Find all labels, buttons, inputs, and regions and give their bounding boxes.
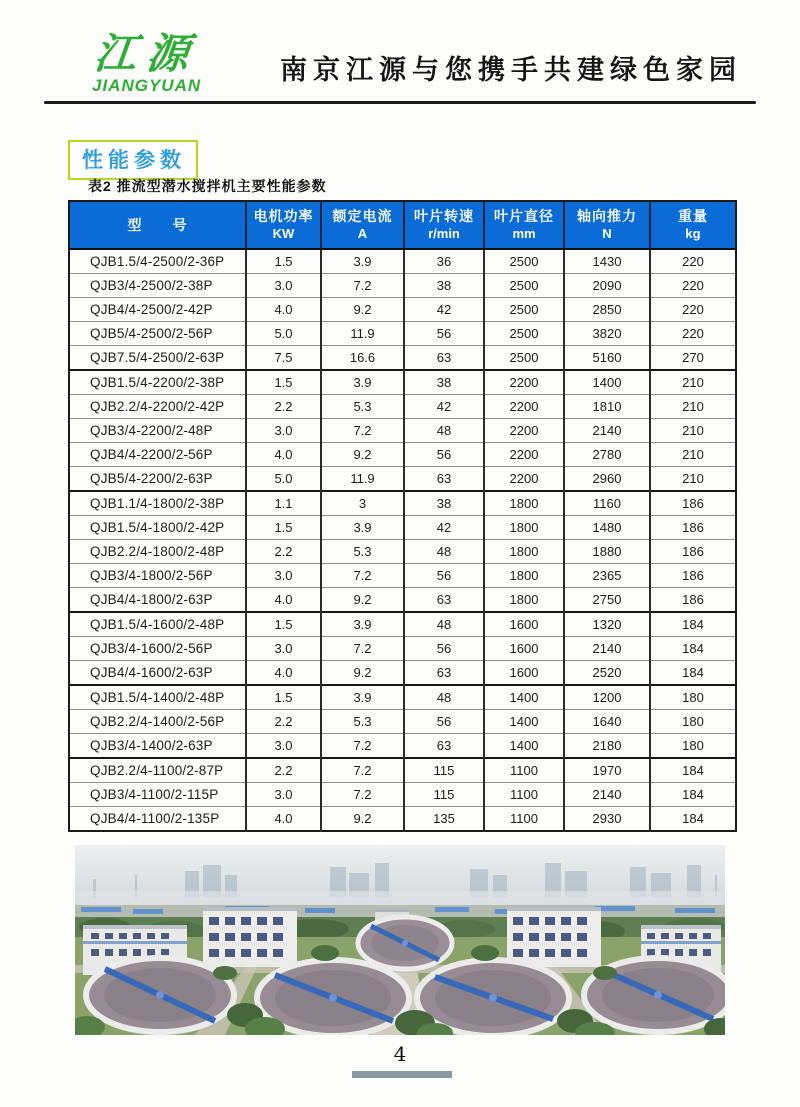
model-cell: QJB2.2/4-1100/2-87P	[69, 758, 246, 783]
value-cell: 56	[404, 637, 484, 661]
table-row	[69, 274, 736, 298]
table-row	[69, 637, 736, 661]
table-row	[69, 783, 736, 807]
value-cell: 210	[650, 467, 736, 492]
value-cell: 1880	[564, 540, 650, 564]
value-cell: 1800	[484, 491, 564, 516]
value-cell: 184	[650, 783, 736, 807]
model-cell: QJB1.1/4-1800/2-38P	[69, 491, 246, 516]
value-cell: 220	[650, 249, 736, 274]
column-header: 重量 kg	[650, 201, 736, 249]
table-row	[69, 612, 736, 637]
column-header: 轴向推力 N	[564, 201, 650, 249]
value-cell: 2.2	[246, 395, 321, 419]
value-cell: 184	[650, 807, 736, 832]
column-header: 额定电流 A	[321, 201, 404, 249]
value-cell: 1.5	[246, 612, 321, 637]
value-cell: 42	[404, 395, 484, 419]
value-cell: 2500	[484, 346, 564, 371]
value-cell: 63	[404, 734, 484, 759]
value-cell: 1480	[564, 516, 650, 540]
value-cell: 5.0	[246, 322, 321, 346]
value-cell: 1160	[564, 491, 650, 516]
value-cell: 135	[404, 807, 484, 832]
table-caption: 表2 推流型潜水搅拌机主要性能参数	[88, 178, 327, 194]
header-slogan: 南京江源与您携手共建绿色家园	[280, 55, 742, 86]
table-row	[69, 249, 736, 274]
model-cell: QJB4/4-2200/2-56P	[69, 443, 246, 467]
value-cell: 9.2	[321, 443, 404, 467]
value-cell: 3.9	[321, 612, 404, 637]
value-cell: 56	[404, 710, 484, 734]
value-cell: 7.2	[321, 758, 404, 783]
table-row	[69, 807, 736, 832]
model-cell: QJB3/4-1100/2-115P	[69, 783, 246, 807]
model-cell: QJB1.5/4-2500/2-36P	[90, 254, 225, 269]
value-cell: 48	[404, 612, 484, 637]
value-cell: 2140	[564, 783, 650, 807]
value-cell: 5.3	[321, 395, 404, 419]
value-cell: 1.5	[246, 249, 321, 274]
value-cell: 2960	[564, 467, 650, 492]
value-cell: 7.2	[321, 783, 404, 807]
value-cell: 2780	[564, 443, 650, 467]
value-cell: 1400	[564, 370, 650, 395]
value-cell: 1400	[484, 685, 564, 710]
value-cell: 2520	[564, 661, 650, 686]
value-cell: 42	[404, 516, 484, 540]
value-cell: 1100	[484, 807, 564, 832]
value-cell: 56	[404, 443, 484, 467]
value-cell: 1.5	[246, 685, 321, 710]
value-cell: 3	[321, 491, 404, 516]
value-cell: 9.2	[321, 588, 404, 613]
value-cell: 38	[404, 491, 484, 516]
value-cell: 7.2	[321, 637, 404, 661]
value-cell: 1640	[564, 710, 650, 734]
table-row	[69, 419, 736, 443]
value-cell: 63	[404, 588, 484, 613]
value-cell: 2365	[564, 564, 650, 588]
value-cell: 210	[650, 443, 736, 467]
value-cell: 1600	[484, 612, 564, 637]
table-row	[69, 346, 736, 371]
table-body	[69, 249, 736, 831]
value-cell: 2200	[484, 370, 564, 395]
column-header: 叶片转速 r/min	[404, 201, 484, 249]
model-cell: QJB2.2/4-1800/2-48P	[69, 540, 246, 564]
value-cell: 7.2	[321, 419, 404, 443]
value-cell: 56	[404, 564, 484, 588]
value-cell: 1600	[484, 661, 564, 686]
value-cell: 11.9	[321, 467, 404, 492]
value-cell: 115	[404, 783, 484, 807]
table-row	[69, 564, 736, 588]
value-cell: 1970	[564, 758, 650, 783]
value-cell: 210	[650, 395, 736, 419]
table-row	[69, 516, 736, 540]
value-cell: 38	[404, 370, 484, 395]
value-cell: 2750	[564, 588, 650, 613]
table-row	[69, 298, 736, 322]
value-cell: 1800	[484, 564, 564, 588]
value-cell: 2500	[484, 298, 564, 322]
value-cell: 2090	[564, 274, 650, 298]
table-row	[69, 443, 736, 467]
value-cell: 56	[404, 322, 484, 346]
value-cell: 4.0	[246, 807, 321, 832]
model-cell: QJB3/4-1400/2-63P	[69, 734, 246, 759]
value-cell: 2140	[564, 637, 650, 661]
table-header-row	[69, 201, 736, 249]
model-cell: QJB1.5/4-1600/2-48P	[69, 612, 246, 637]
value-cell: 2500	[484, 322, 564, 346]
value-cell: 4.0	[246, 298, 321, 322]
value-cell: 1600	[484, 637, 564, 661]
table-row	[69, 467, 736, 492]
value-cell: 220	[650, 322, 736, 346]
value-cell: 2180	[564, 734, 650, 759]
value-cell: 3.9	[321, 516, 404, 540]
table-row	[69, 322, 736, 346]
value-cell: 184	[650, 612, 736, 637]
value-cell: 186	[650, 588, 736, 613]
value-cell: 3.0	[246, 734, 321, 759]
model-cell: QJB4/4-1800/2-63P	[69, 588, 246, 613]
column-header: 型 号	[69, 201, 246, 249]
value-cell: 7.2	[321, 734, 404, 759]
value-cell: 1800	[484, 540, 564, 564]
table-row	[69, 491, 736, 516]
model-cell: QJB3/4-2200/2-48P	[69, 419, 246, 443]
logo-chinese-text: 江源	[92, 29, 202, 78]
value-cell: 2200	[484, 419, 564, 443]
value-cell: 5.0	[246, 467, 321, 492]
value-cell: 3.0	[246, 637, 321, 661]
value-cell: 9.2	[321, 807, 404, 832]
header-divider	[44, 101, 756, 104]
column-header: 叶片直径 mm	[484, 201, 564, 249]
value-cell: 1400	[484, 734, 564, 759]
value-cell: 184	[650, 661, 736, 686]
model-cell: QJB5/4-2200/2-63P	[69, 467, 246, 492]
value-cell: 1400	[484, 710, 564, 734]
model-cell: QJB4/4-2500/2-42P	[69, 298, 246, 322]
value-cell: 1100	[484, 758, 564, 783]
value-cell: 186	[650, 516, 736, 540]
section-title: 性能参数	[68, 140, 198, 180]
model-cell: QJB4/4-1100/2-135P	[69, 807, 246, 832]
value-cell: 270	[650, 346, 736, 371]
value-cell: 63	[404, 467, 484, 492]
value-cell: 48	[404, 419, 484, 443]
value-cell: 42	[404, 298, 484, 322]
value-cell: 1.5	[246, 516, 321, 540]
model-cell: QJB1.5/4-1800/2-42P	[69, 516, 246, 540]
value-cell: 63	[404, 661, 484, 686]
value-cell: 2140	[564, 419, 650, 443]
value-cell: 38	[404, 274, 484, 298]
value-cell: 7.2	[321, 274, 404, 298]
table-row	[69, 540, 736, 564]
value-cell: 11.9	[321, 322, 404, 346]
value-cell: 184	[650, 758, 736, 783]
model-cell: QJB1.5/4-1400/2-48P	[69, 685, 246, 710]
value-cell: 1320	[564, 612, 650, 637]
company-logo	[92, 29, 202, 96]
value-cell: 36	[404, 249, 484, 274]
column-header: 电机功率 KW	[246, 201, 321, 249]
model-cell: QJB3/4-1800/2-56P	[69, 564, 246, 588]
value-cell: 3.0	[246, 783, 321, 807]
value-cell: 1.1	[246, 491, 321, 516]
value-cell: 2500	[484, 274, 564, 298]
value-cell: 16.6	[321, 346, 404, 371]
table-row	[69, 710, 736, 734]
value-cell: 210	[650, 370, 736, 395]
value-cell: 210	[650, 419, 736, 443]
value-cell: 115	[404, 758, 484, 783]
table-row	[69, 588, 736, 613]
value-cell: 180	[650, 685, 736, 710]
value-cell: 1100	[484, 783, 564, 807]
model-cell: QJB1.5/4-2200/2-38P	[69, 370, 246, 395]
plant-aerial-photo	[75, 845, 725, 1035]
table-row	[69, 758, 736, 783]
value-cell: 1810	[564, 395, 650, 419]
value-cell: 2200	[484, 467, 564, 492]
value-cell: 3.9	[321, 249, 404, 274]
value-cell: 186	[650, 491, 736, 516]
spec-table	[68, 200, 737, 832]
value-cell: 3.0	[246, 274, 321, 298]
value-cell: 4.0	[246, 588, 321, 613]
footer-bar	[352, 1071, 452, 1078]
value-cell: 48	[404, 685, 484, 710]
page-number: 4	[393, 1042, 407, 1066]
logo-latin-text: JIANGYUAN	[92, 76, 202, 95]
value-cell: 2930	[564, 807, 650, 832]
value-cell: 180	[650, 734, 736, 759]
table-row	[69, 685, 736, 710]
model-cell: QJB3/4-1600/2-56P	[69, 637, 246, 661]
value-cell: 2.2	[246, 758, 321, 783]
value-cell: 4.0	[246, 443, 321, 467]
value-cell: 1430	[564, 249, 650, 274]
table-row	[69, 734, 736, 759]
table-row	[69, 395, 736, 419]
value-cell: 2500	[484, 249, 564, 274]
value-cell: 180	[650, 710, 736, 734]
model-cell: QJB3/4-2500/2-38P	[69, 274, 246, 298]
value-cell: 2.2	[246, 710, 321, 734]
value-cell: 4.0	[246, 661, 321, 686]
model-cell: QJB2.2/4-2200/2-42P	[69, 395, 246, 419]
value-cell: 184	[650, 637, 736, 661]
value-cell: 1800	[484, 588, 564, 613]
value-cell: 2200	[484, 443, 564, 467]
model-cell: QJB7.5/4-2500/2-63P	[69, 346, 246, 371]
value-cell: 9.2	[321, 661, 404, 686]
value-cell: 2850	[564, 298, 650, 322]
value-cell: 48	[404, 540, 484, 564]
value-cell: 2200	[484, 395, 564, 419]
value-cell: 3.0	[246, 564, 321, 588]
value-cell: 3.9	[321, 370, 404, 395]
value-cell: 220	[650, 298, 736, 322]
value-cell: 3.0	[246, 419, 321, 443]
value-cell: 186	[650, 564, 736, 588]
value-cell: 1200	[564, 685, 650, 710]
table-row	[69, 370, 736, 395]
value-cell: 63	[404, 346, 484, 371]
value-cell: 3820	[564, 322, 650, 346]
value-cell: 7.2	[321, 564, 404, 588]
value-cell: 9.2	[321, 298, 404, 322]
value-cell: 5.3	[321, 540, 404, 564]
value-cell: 220	[650, 274, 736, 298]
value-cell: 7.5	[246, 346, 321, 371]
value-cell: 1.5	[246, 370, 321, 395]
model-cell: QJB2.2/4-1400/2-56P	[69, 710, 246, 734]
value-cell: 5.3	[321, 710, 404, 734]
value-cell: 1800	[484, 516, 564, 540]
value-cell: 3.9	[321, 685, 404, 710]
table-row	[69, 661, 736, 686]
model-cell: QJB4/4-1600/2-63P	[69, 661, 246, 686]
value-cell: 2.2	[246, 540, 321, 564]
value-cell: 186	[650, 540, 736, 564]
model-cell: QJB5/4-2500/2-56P	[69, 322, 246, 346]
value-cell: 5160	[564, 346, 650, 371]
